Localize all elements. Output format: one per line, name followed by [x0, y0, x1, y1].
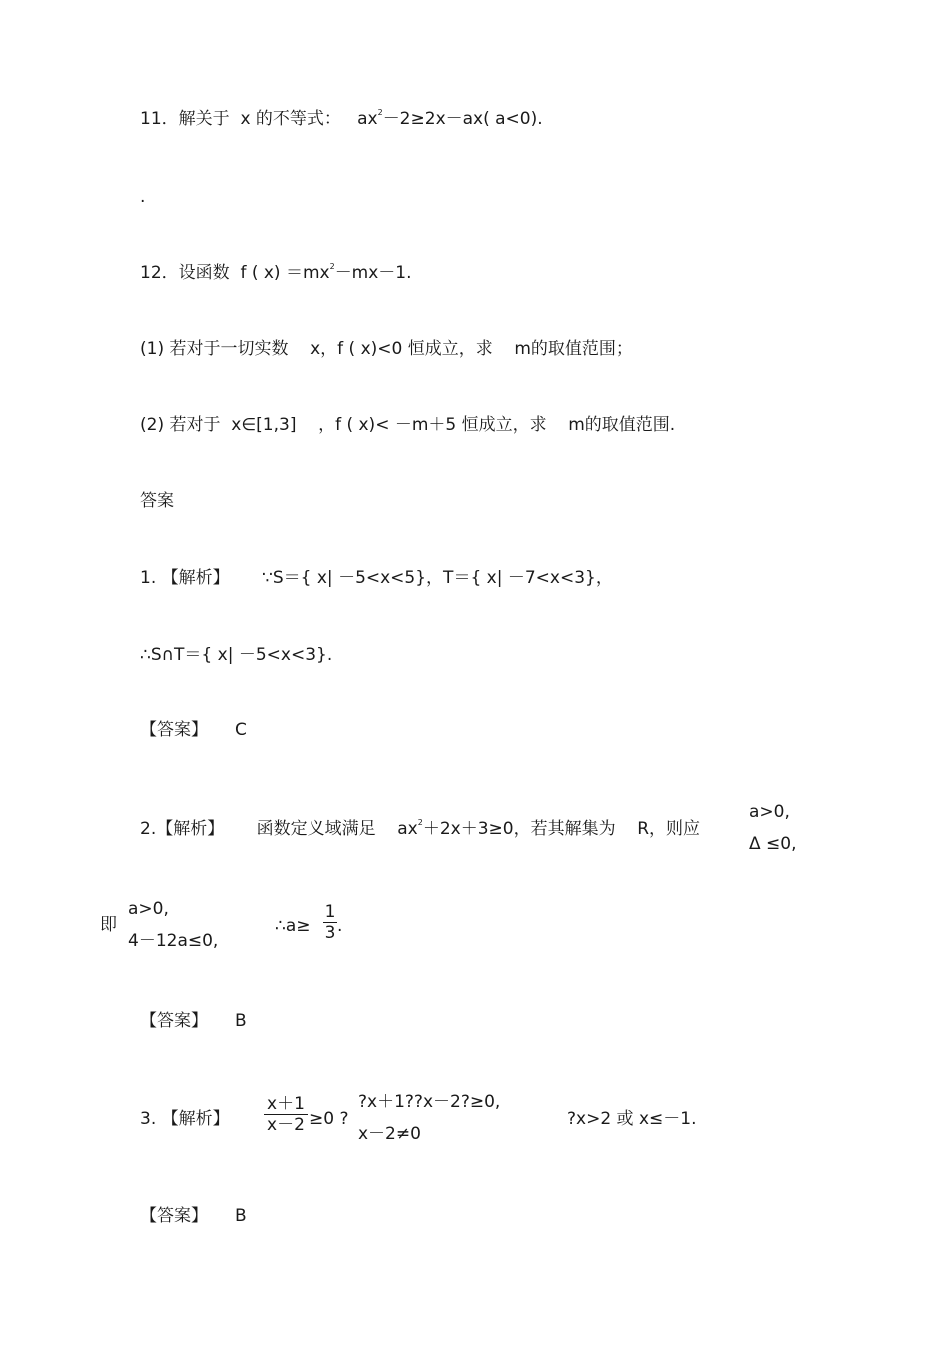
answer-2-fraction [323, 902, 337, 943]
answer-3-inequality: ≥0 ? [309, 1109, 349, 1129]
answer-2-condition-inequality: 4－12a≤0, [128, 931, 219, 951]
a2-exponent: 2 [417, 818, 423, 827]
a2-text: 2.【解析】 函数定义域满足 ax [140, 819, 418, 839]
answer-3-fraction-denominator: x－2 [264, 1114, 308, 1135]
q11-text: 11．解关于 x 的不等式： ax [140, 109, 378, 129]
a2-text-rest: ＋2x＋3≥0，若其解集为 R，则应 [422, 819, 701, 839]
answer-1-analysis: 1. 【解析】 ∵S＝{ x| －5<x<5}，T＝{ x| －7<x<3}， [140, 568, 613, 588]
answer-3-result: ?x>2 或 x≤－1. [567, 1109, 697, 1129]
answer-3-fraction [264, 1094, 308, 1135]
stray-dot: . [140, 187, 146, 207]
answers-heading: 答案 [140, 491, 174, 511]
q12-text: 12．设函数 f ( x) ＝mx [140, 263, 330, 283]
answer-2-condition-delta: Δ ≤0, [749, 834, 797, 854]
question-12-part-1: (1) 若对于一切实数 x，f ( x)<0 恒成立，求 m的取值范围； [140, 339, 633, 359]
answer-2-key: 【答案】 B [140, 1011, 247, 1031]
q12-exponent: 2 [329, 262, 335, 271]
answer-3-key: 【答案】 B [140, 1206, 247, 1226]
answer-2-condition-a: a>0, [749, 802, 790, 822]
answer-3-label: 3. 【解析】 [140, 1109, 230, 1129]
answer-1-key: 【答案】 C [140, 720, 247, 740]
answer-2-period: . [337, 916, 343, 936]
answer-2-analysis [140, 818, 700, 843]
question-12 [140, 262, 412, 287]
answer-2-ji: 即 [100, 915, 117, 935]
answer-3-condition-nonzero: x－2≠0 [358, 1124, 421, 1144]
answer-2-fraction-numerator: 1 [324, 902, 336, 922]
answer-2-fraction-denominator: 3 [324, 923, 336, 943]
answer-2-condition-a-repeat: a>0, [128, 899, 169, 919]
answer-1-conclusion: ∴S∩T＝{ x| －5<x<3}. [140, 645, 333, 665]
q11-text-rest: －2≥2x－ax( a<0). [382, 109, 543, 129]
answer-3-fraction-numerator: x＋1 [267, 1094, 305, 1114]
question-12-part-2: (2) 若对于 x∈[1,3] ，f ( x)< －m＋5 恒成立，求 m的取值范围. [140, 415, 676, 435]
q12-text-rest: －mx－1. [334, 263, 412, 283]
answer-3-condition-product: ?x＋1??x－2?≥0, [358, 1092, 501, 1112]
answer-2-therefore: ∴a≥ [275, 916, 311, 936]
q11-exponent: 2 [377, 108, 383, 117]
question-11 [140, 108, 543, 133]
